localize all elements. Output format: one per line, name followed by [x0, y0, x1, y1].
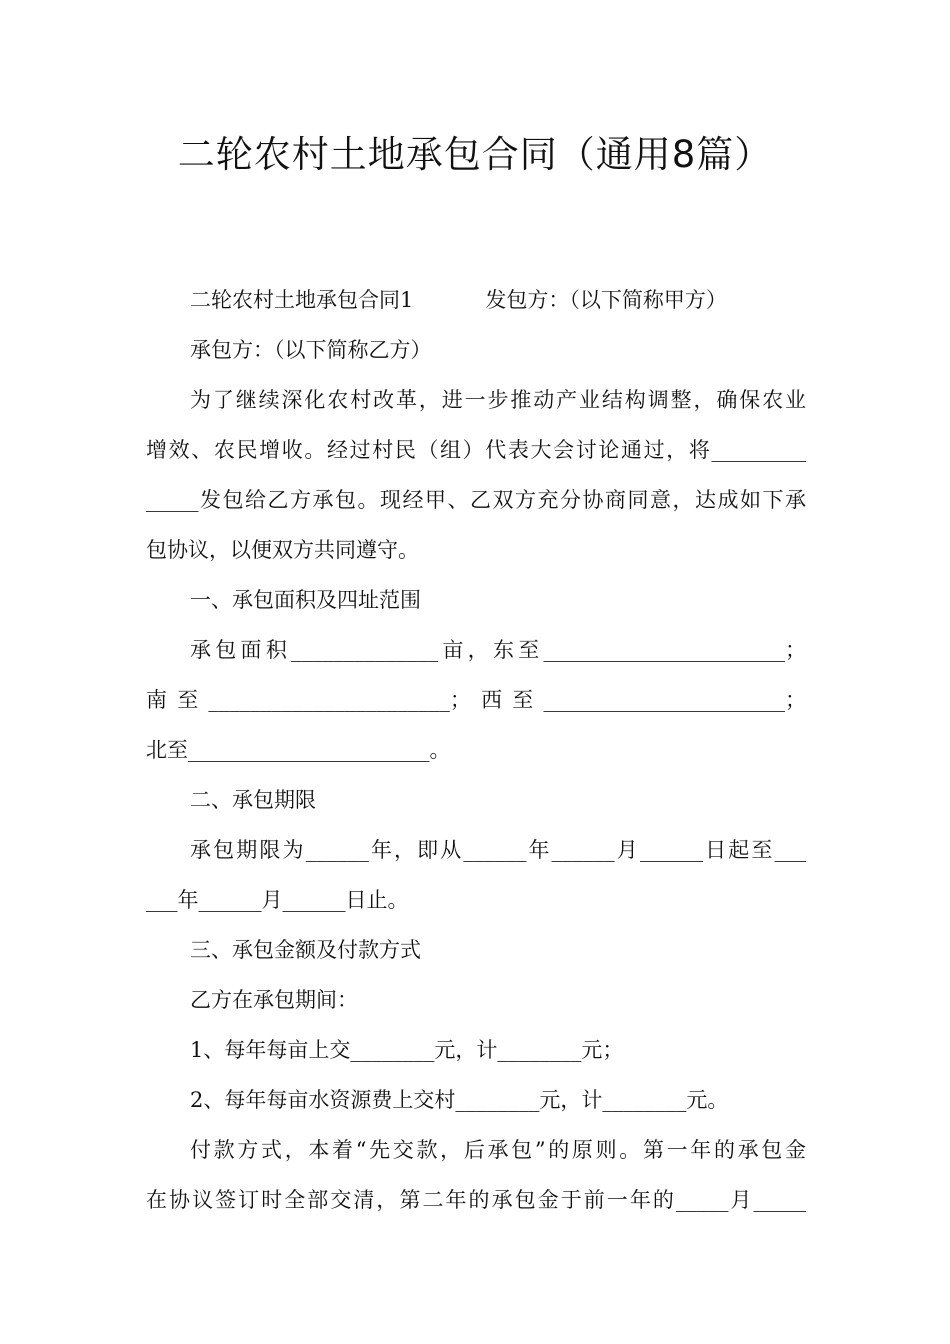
party-b-label: 承包方：（以下简称乙方）	[190, 338, 432, 362]
section-3-item-2: 2、每年每亩水资源费上交村________元，计________元。	[190, 1088, 729, 1112]
heading-line	[190, 285, 806, 315]
section-1-heading: 一、承包面积及四址范围	[190, 588, 421, 612]
document-title: 二轮农村土地承包合同（通用8篇）	[177, 133, 773, 176]
payment-line-2: 在协议签订时全部交清，第二年的承包金于前一年的_____月_____	[146, 1188, 806, 1212]
section-1-line-2: 南至_______________________；西至_______________________；	[146, 688, 806, 712]
intro-line-3: _____发包给乙方承包。现经甲、乙双方充分协商同意，达成如下承	[146, 488, 806, 512]
party-a-label: 发包方：（以下简称甲方）	[485, 288, 727, 312]
section-3-intro: 乙方在承包期间：	[190, 988, 358, 1012]
intro-line-2: 增效、农民增收。经过村民（组）代表大会讨论通过，将_________	[146, 438, 806, 462]
intro-line-4: 包协议，以便双方共同遵守。	[146, 538, 419, 562]
payment-line-1: 付款方式，本着“先交款，后承包”的原则。第一年的承包金	[190, 1138, 806, 1162]
section-2-heading: 二、承包期限	[190, 788, 316, 812]
section-2-line-2: ___年______月______日止。	[146, 888, 409, 912]
section-1-line-1: 承包面积______________亩，东至_______________________；	[190, 638, 806, 662]
section-3-item-1: 1、每年每亩上交________元，计________元；	[190, 1038, 624, 1062]
section-2-line-1: 承包期限为______年，即从______年______月______日起至___	[190, 838, 806, 862]
intro-line-1: 为了继续深化农村改革，进一步推动产业结构调整，确保农业	[190, 388, 806, 412]
section-3-heading: 三、承包金额及付款方式	[190, 938, 421, 962]
section-1-line-3: 北至_______________________。	[146, 738, 451, 762]
contract-name: 二轮农村土地承包合同1	[190, 288, 414, 312]
